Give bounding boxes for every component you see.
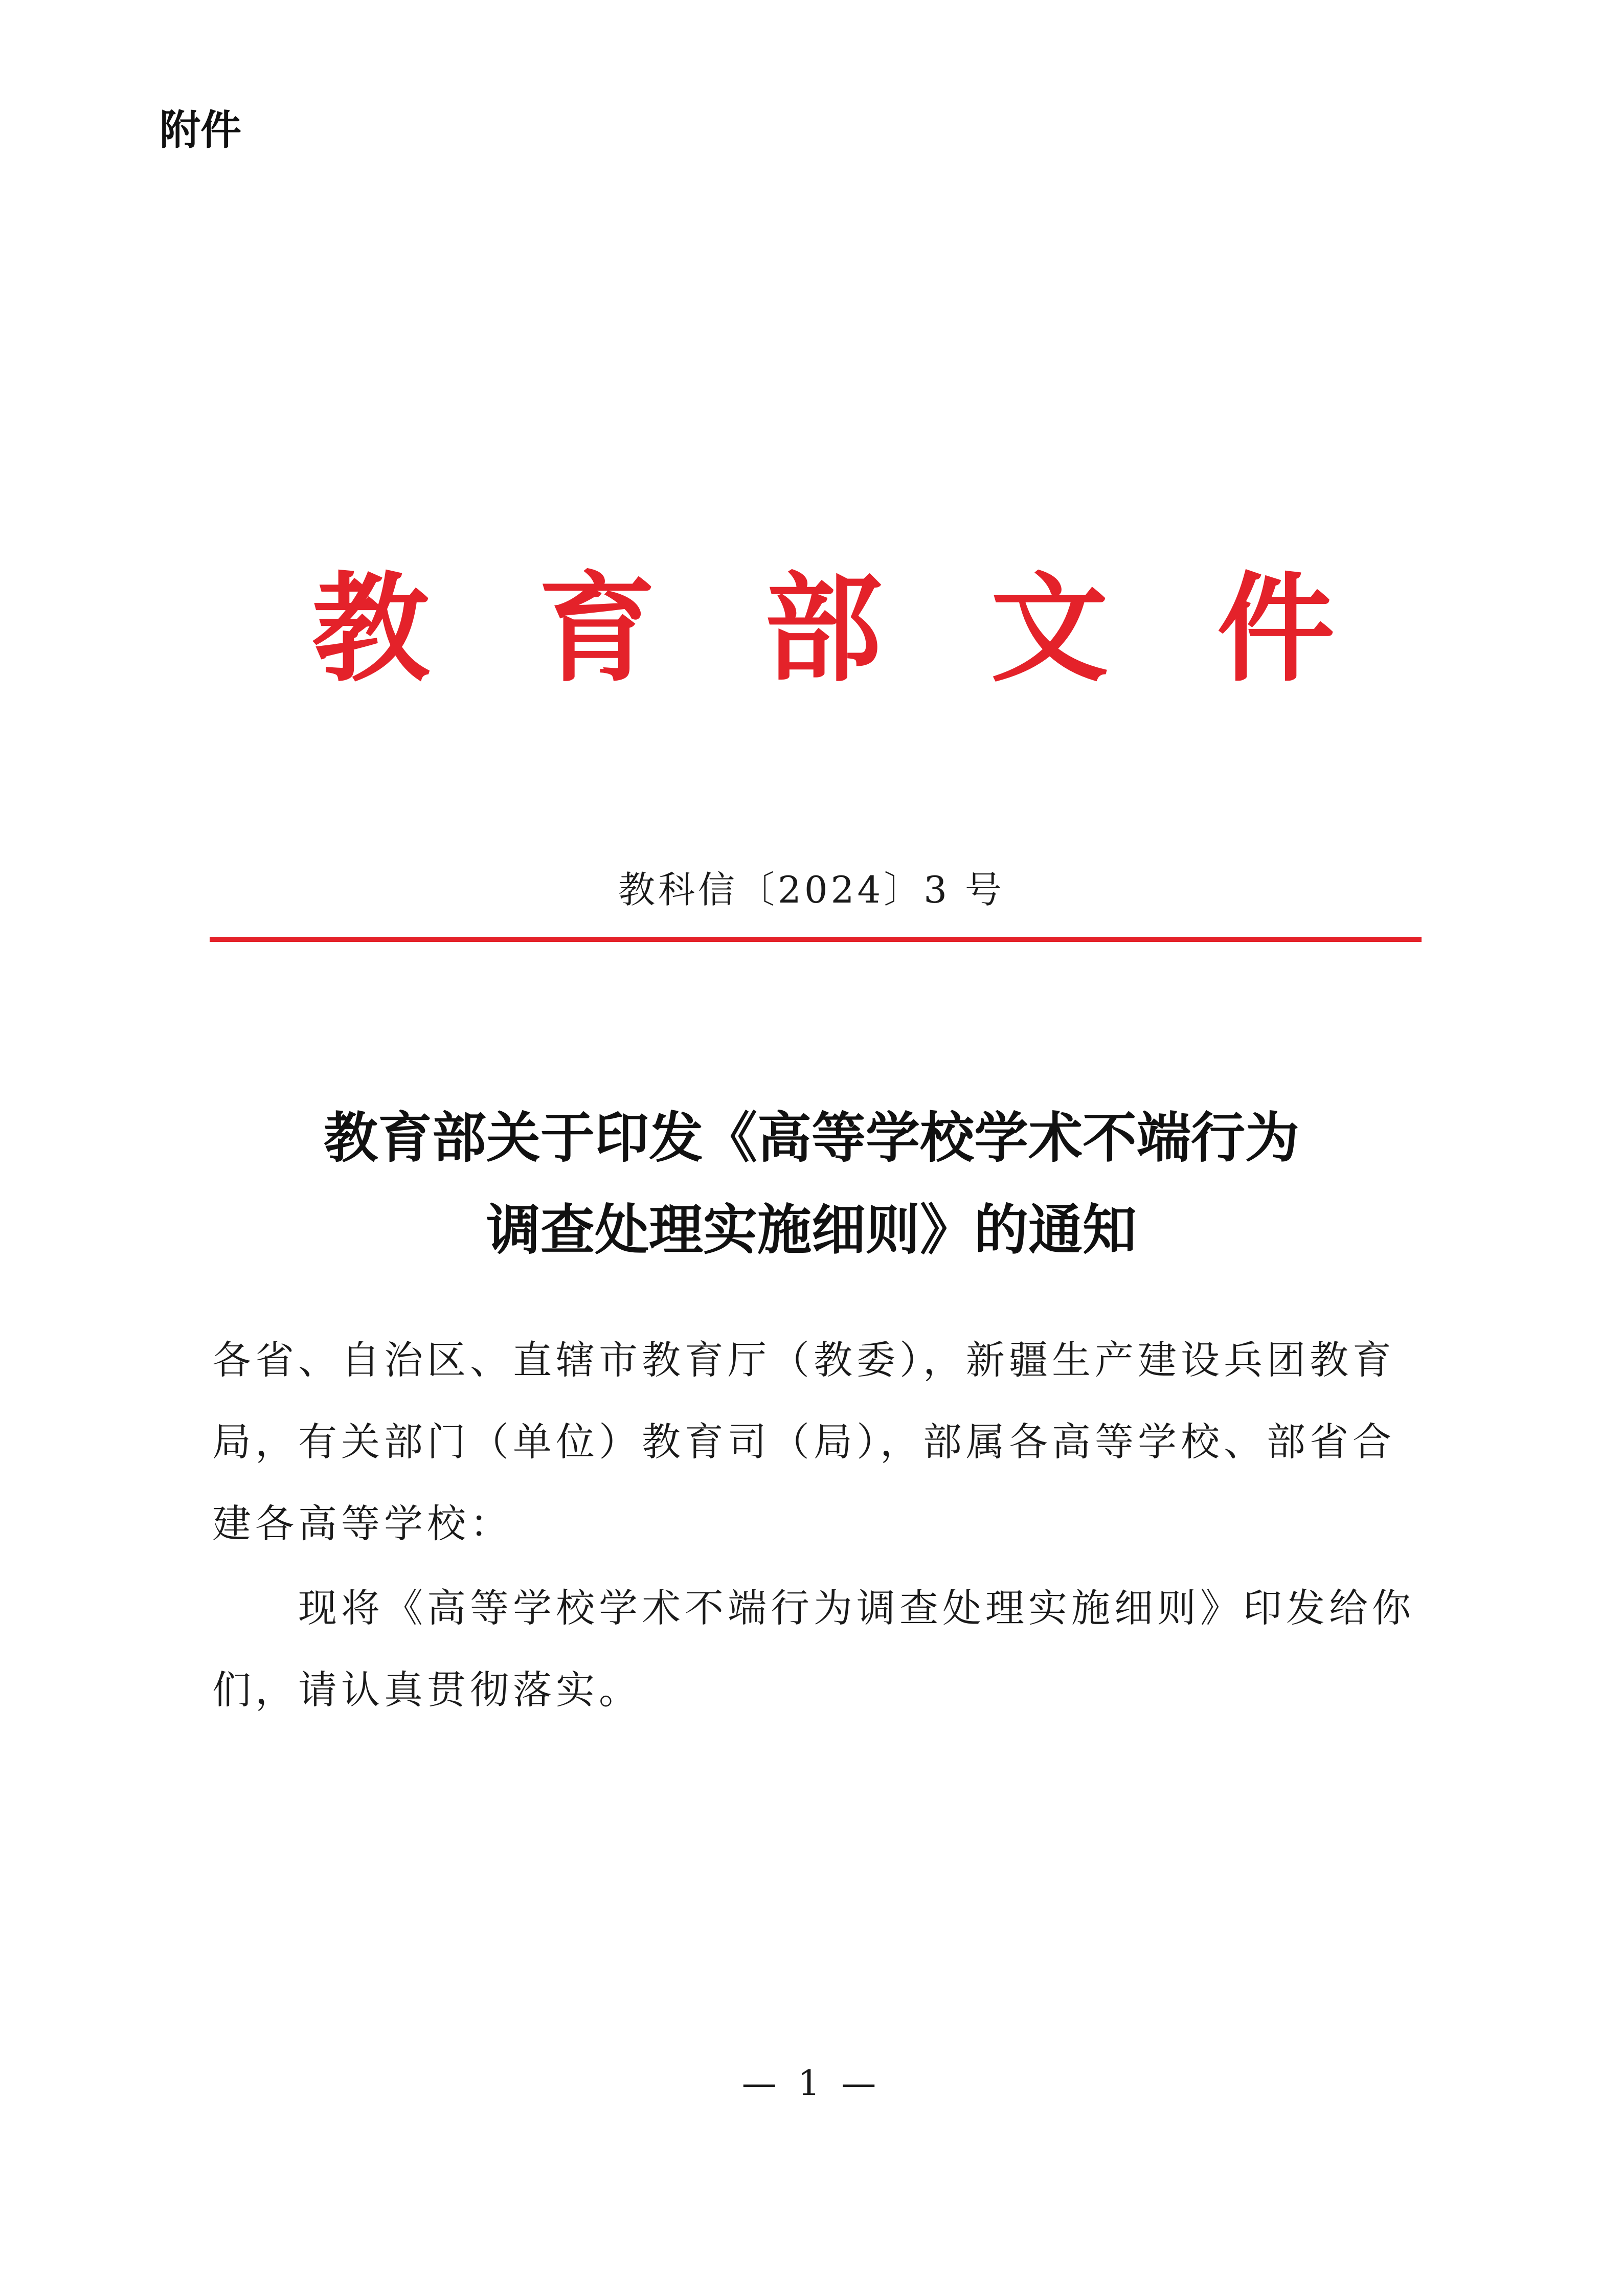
notice-title-line-1: 教育部关于印发《高等学校学术不端行为 xyxy=(324,1106,1299,1169)
body-paragraph: 现将《高等学校学术不端行为调查处理实施细则》印发给你们，请认真贯彻落实。 xyxy=(212,1585,1415,1713)
masthead-char: 部 xyxy=(764,560,882,698)
masthead-char: 教 xyxy=(312,560,430,698)
page-number: — 1 — xyxy=(741,2063,882,2104)
attachment-label: 附件 xyxy=(160,106,241,154)
red-divider xyxy=(210,937,1422,942)
masthead-char: 文 xyxy=(990,560,1109,698)
notice-title-line-2: 调查处理实施细则》的通知 xyxy=(486,1198,1137,1262)
document-number: 教科信〔2024〕3 号 xyxy=(618,868,1005,911)
masthead-char: 件 xyxy=(1216,560,1335,698)
masthead-char: 育 xyxy=(538,560,656,698)
salutation-paragraph: 各省、自治区、直辖市教育厅（教委），新疆生产建设兵团教育局，有关部门（单位）教育司（局），部属各高等学校、部省合建各高等学校： xyxy=(212,1337,1395,1546)
masthead-title xyxy=(312,560,1335,698)
